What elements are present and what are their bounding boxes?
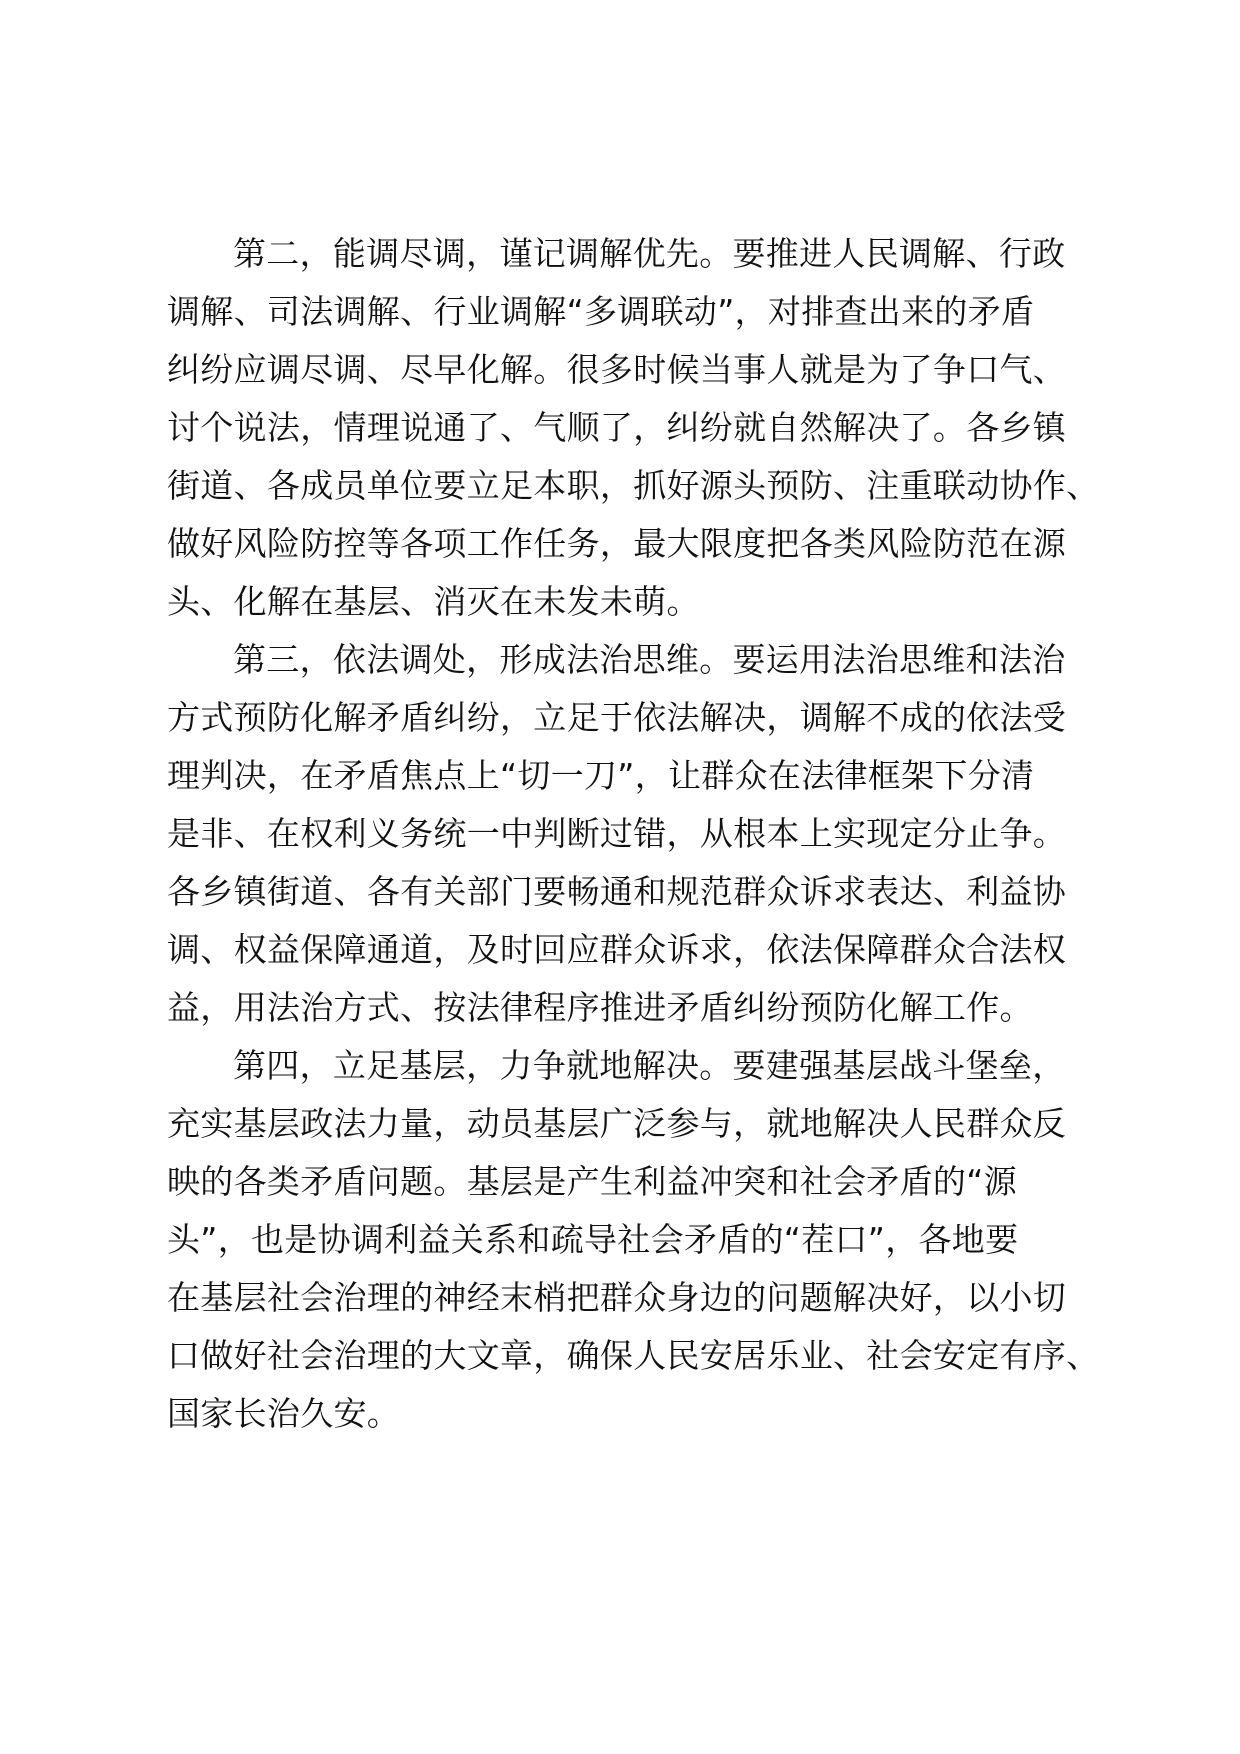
document-body (167, 225, 1100, 1443)
text-line: 是非、在权利义务统一中判断过错，从根本上实现定分止争。 (167, 814, 1067, 853)
text-line: 理判决，在矛盾焦点上“切一刀”，让群众在法律框架下分清 (167, 756, 1035, 795)
paragraph-third (167, 631, 1087, 1037)
text-line: 讨个说法，情理说通了、气顺了，纠纷就自然解决了。各乡镇 (167, 408, 1067, 447)
text-line: 益，用法治方式、按法律程序推进矛盾纠纷预防化解工作。 (167, 988, 1033, 1027)
text-line: 调解、司法调解、行业调解“多调联动”，对排查出来的矛盾 (167, 292, 1035, 331)
text-line: 头、化解在基层、消灭在未发未萌。 (167, 582, 700, 621)
text-line: 第二，能调尽调，谨记调解优先。要推进人民调解、行政 (233, 234, 1066, 273)
text-line: 调、权益保障通道，及时回应群众诉求，依法保障群众合法权 (167, 930, 1067, 969)
text-line: 第三，依法调处，形成法治思维。要运用法治思维和法治 (233, 640, 1066, 679)
paragraph-fourth (167, 1037, 1100, 1443)
text-line: 口做好社会治理的大文章，确保人民安居乐业、社会安定有序、 (167, 1336, 1100, 1375)
paragraph-second (167, 225, 1100, 631)
text-line: 各乡镇街道、各有关部门要畅通和规范群众诉求表达、利益协 (167, 872, 1067, 911)
text-line: 纠纷应调尽调、尽早化解。很多时候当事人就是为了争口气、 (167, 350, 1067, 389)
text-line: 做好风险防控等各项工作任务，最大限度把各类风险防范在源 (167, 524, 1067, 563)
text-line: 街道、各成员单位要立足本职，抓好源头预防、注重联动协作、 (167, 466, 1100, 505)
text-line: 国家长治久安。 (167, 1394, 401, 1433)
text-line: 充实基层政法力量，动员基层广泛参与，就地解决人民群众反 (167, 1104, 1067, 1143)
text-line: 在基层社会治理的神经末梢把群众身边的问题解决好，以小切 (167, 1278, 1067, 1317)
text-line: 头”，也是协调利益关系和疏导社会矛盾的“茬口”，各地要 (167, 1220, 1019, 1259)
text-line: 第四，立足基层，力争就地解决。要建强基层战斗堡垒， (233, 1046, 1066, 1085)
text-line: 方式预防化解矛盾纠纷，立足于依法解决，调解不成的依法受 (167, 698, 1067, 737)
text-line: 映的各类矛盾问题。基层是产生利益冲突和社会矛盾的“源 (167, 1162, 1017, 1201)
